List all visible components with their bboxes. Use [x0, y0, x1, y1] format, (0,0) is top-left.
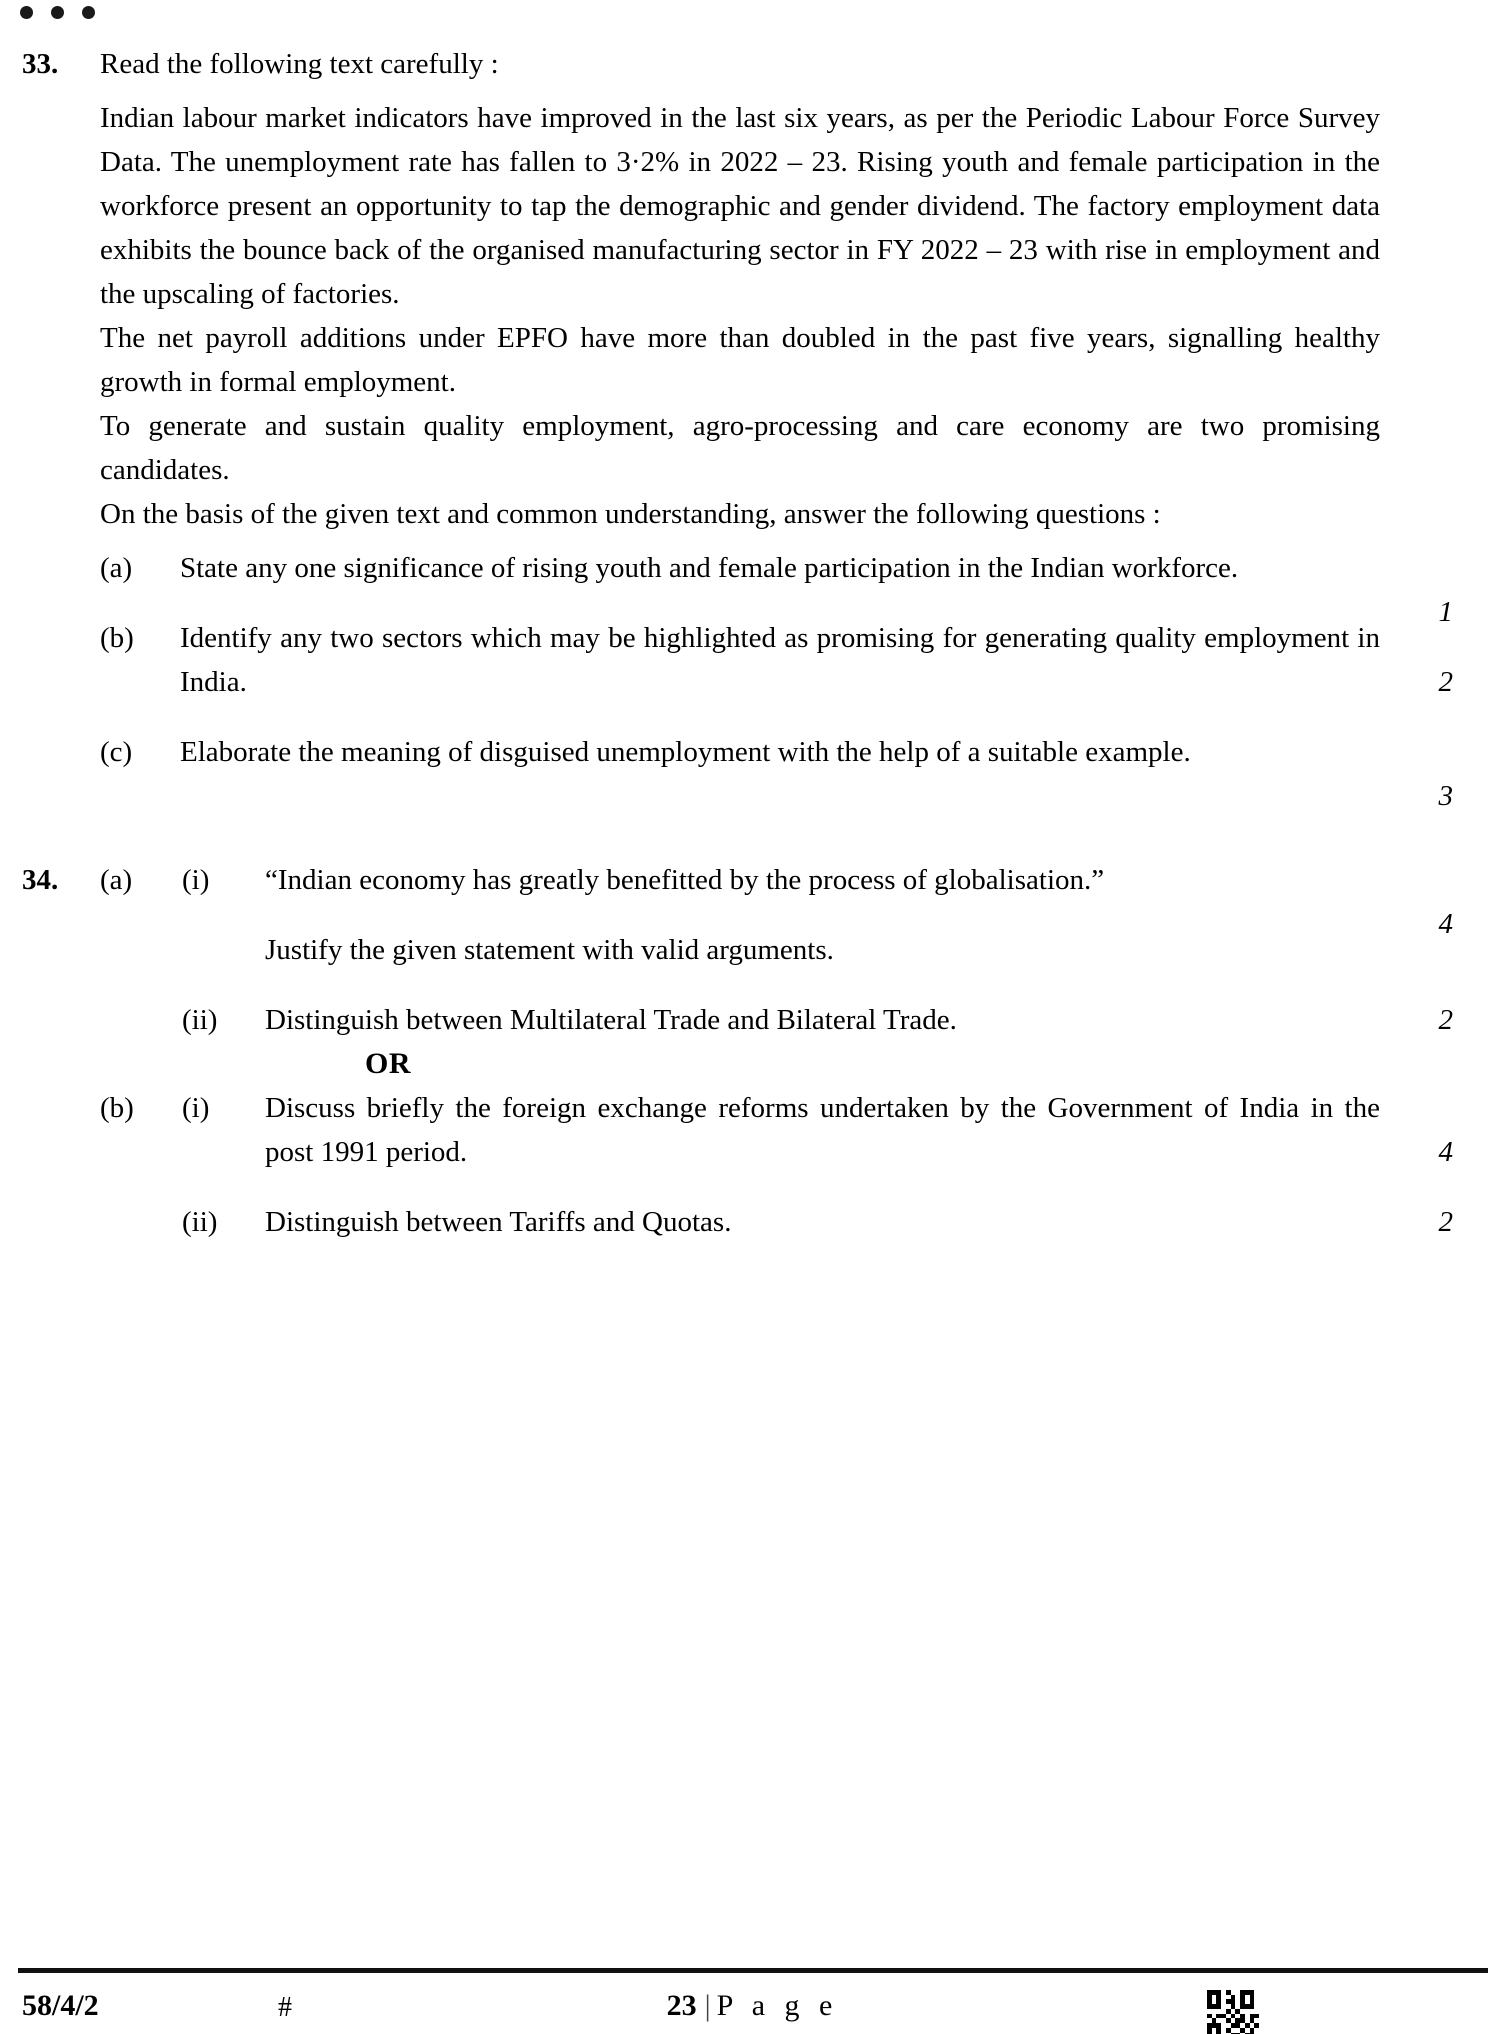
- question-33-part-b-text: Identify any two sectors which may be highlighted as promising for generating quality employment in India.: [180, 622, 1380, 698]
- page-separator: |: [704, 1989, 711, 2022]
- spacer: [0, 832, 1505, 858]
- question-33-part-a-label: (a): [100, 552, 133, 584]
- question-33: [0, 42, 1505, 86]
- question-34-option-b-item-ii: [0, 1200, 1505, 1244]
- question-34-option-a-item-ii-roman: (ii): [182, 1004, 218, 1036]
- question-34-option-a-item-i-marks: 4: [1438, 908, 1453, 940]
- spacer: [0, 1174, 1505, 1200]
- question-34-option-b-item-i-roman: (i): [182, 1092, 210, 1124]
- question-34-option-a-label: (a): [100, 864, 133, 896]
- question-33-passage-3: To generate and sustain quality employment, agro-processing and care economy are two promising candidates.: [100, 410, 1380, 486]
- scan-dot-3: [82, 6, 95, 19]
- page-word: P a g e: [716, 1989, 839, 2022]
- question-33-part-c-text: Elaborate the meaning of disguised unemployment with the help of a suitable example.: [180, 736, 1191, 768]
- spacer: [0, 972, 1505, 998]
- spacer: [0, 902, 1505, 928]
- question-34-option-b-item-ii-roman: (ii): [182, 1206, 218, 1238]
- question-33-prompt: Read the following text carefully :: [100, 48, 499, 80]
- spacer: [0, 536, 1505, 546]
- question-33-number: 33.: [22, 48, 59, 80]
- question-33-part-b-label: (b): [100, 622, 134, 654]
- spacer: [0, 774, 1505, 832]
- scan-dots-decoration: [20, 6, 95, 19]
- page-content: [0, 42, 1505, 1244]
- page-indicator: [0, 1984, 1505, 2028]
- question-34-option-a-item-ii-marks: 2: [1438, 1004, 1453, 1036]
- page-number: 23: [666, 1989, 697, 2022]
- footer-divider: [18, 1968, 1488, 1973]
- question-33-passage-4: On the basis of the given text and common understanding, answer the following questions :: [100, 498, 1161, 530]
- question-34-option-b-item-ii-marks: 2: [1438, 1206, 1453, 1238]
- scan-dot-2: [51, 6, 64, 19]
- question-34-option-a-item-i-followup: Justify the given statement with valid arguments.: [265, 934, 834, 966]
- qr-code-icon: [1207, 1990, 1259, 2034]
- question-34-option-a-item-i: [0, 858, 1505, 940]
- question-34-option-b-item-i: [0, 1086, 1505, 1174]
- hash-mark: #: [278, 1992, 292, 2023]
- question-33-part-c: [0, 730, 1505, 812]
- question-33-part-a-marks: 1: [1438, 596, 1453, 628]
- question-34-option-a-item-i-roman: (i): [182, 864, 210, 896]
- question-33-part-c-label: (c): [100, 736, 133, 768]
- question-34-option-b-label: (b): [100, 1092, 134, 1124]
- question-33-part-a-text: State any one significance of rising youth and female participation in the Indian workforce.: [180, 552, 1239, 584]
- question-33-part-b: [0, 616, 1505, 704]
- page-footer: [0, 1980, 1505, 2034]
- question-33-part-a: [0, 546, 1505, 628]
- question-34-number: 34.: [22, 864, 59, 896]
- or-divider-label: OR: [365, 1047, 411, 1080]
- question-33-passage-2: The net payroll additions under EPFO have more than doubled in the past five years, signalling healthy growth in formal employment.: [100, 322, 1380, 398]
- question-34-option-a-item-ii-text: Distinguish between Multilateral Trade and Bilateral Trade.: [265, 1004, 957, 1036]
- question-33-part-c-marks: 3: [1438, 780, 1453, 812]
- spacer: [0, 86, 1505, 96]
- spacer: [0, 590, 1505, 616]
- question-34-option-a-item-ii: [0, 998, 1505, 1042]
- scan-dot-1: [20, 6, 33, 19]
- question-33-part-b-marks: 2: [1438, 666, 1453, 698]
- paper-code: 58/4/2: [22, 1989, 99, 2022]
- question-34-option-b-item-i-text: Discuss briefly the foreign exchange reforms undertaken by the Government of India in the post 1991 period.: [265, 1092, 1380, 1168]
- question-34-option-b-item-i-marks: 4: [1438, 1136, 1453, 1168]
- question-33-passage-1: Indian labour market indicators have improved in the last six years, as per the Periodic Labour Force Survey Data. The unemployment rate has fallen to 3·2% in 2022 – 23. Rising youth and female participation in the workforce present an opportunity to tap the demographic and gender dividend. The factory employment data exhibits the bounce back of the organised manufacturing sector in FY 2022 – 23 with rise in employment and the upscaling of factories.: [100, 102, 1380, 310]
- question-34-option-b-item-ii-text: Distinguish between Tariffs and Quotas.: [265, 1206, 732, 1238]
- spacer: [0, 704, 1505, 730]
- question-34-option-a-item-i-text: “Indian economy has greatly benefitted by the process of globalisation.”: [265, 864, 1105, 896]
